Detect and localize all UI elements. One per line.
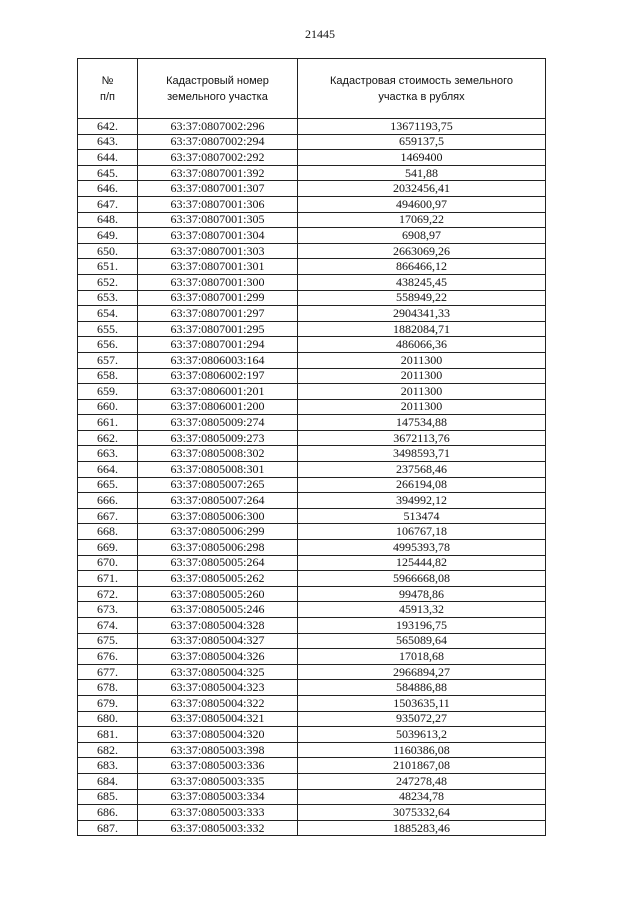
table-row bbox=[78, 618, 546, 634]
cell-cadastral-value: 935072,27 bbox=[298, 711, 546, 727]
cell-row-number: 686. bbox=[78, 805, 138, 821]
cell-cadastral-number: 63:37:0805008:302 bbox=[138, 446, 298, 462]
cell-cadastral-value: 394992,12 bbox=[298, 493, 546, 509]
table-row bbox=[78, 555, 546, 571]
cell-cadastral-value: 125444,82 bbox=[298, 555, 546, 571]
cell-cadastral-number: 63:37:0807002:294 bbox=[138, 134, 298, 150]
cell-row-number: 665. bbox=[78, 477, 138, 493]
table-row bbox=[78, 695, 546, 711]
cell-row-number: 687. bbox=[78, 820, 138, 836]
cell-cadastral-number: 63:37:0805003:398 bbox=[138, 742, 298, 758]
cell-cadastral-number: 63:37:0805005:262 bbox=[138, 571, 298, 587]
table-row bbox=[78, 430, 546, 446]
cell-cadastral-value: 17018,68 bbox=[298, 649, 546, 665]
table-row bbox=[78, 789, 546, 805]
cell-row-number: 674. bbox=[78, 618, 138, 634]
cell-cadastral-number: 63:37:0805004:322 bbox=[138, 695, 298, 711]
cell-row-number: 647. bbox=[78, 196, 138, 212]
cell-cadastral-value: 486066,36 bbox=[298, 337, 546, 353]
cell-row-number: 654. bbox=[78, 306, 138, 322]
table-row bbox=[78, 758, 546, 774]
table-row bbox=[78, 540, 546, 556]
header-cadastral-value: Кадастровая стоимость земельного участка в рублях bbox=[298, 59, 546, 119]
cell-cadastral-value: 5966668,08 bbox=[298, 571, 546, 587]
cell-cadastral-number: 63:37:0807001:304 bbox=[138, 228, 298, 244]
cell-cadastral-value: 193196,75 bbox=[298, 618, 546, 634]
cell-cadastral-number: 63:37:0805003:334 bbox=[138, 789, 298, 805]
table-row bbox=[78, 633, 546, 649]
cell-cadastral-value: 866466,12 bbox=[298, 259, 546, 275]
cell-row-number: 655. bbox=[78, 321, 138, 337]
cell-row-number: 645. bbox=[78, 165, 138, 181]
table-row bbox=[78, 274, 546, 290]
cell-cadastral-value: 6908,97 bbox=[298, 228, 546, 244]
table-row bbox=[78, 212, 546, 228]
cell-cadastral-value: 558949,22 bbox=[298, 290, 546, 306]
table-row bbox=[78, 462, 546, 478]
cell-row-number: 666. bbox=[78, 493, 138, 509]
table-row bbox=[78, 415, 546, 431]
cell-cadastral-value: 147534,88 bbox=[298, 415, 546, 431]
cell-row-number: 643. bbox=[78, 134, 138, 150]
cell-row-number: 672. bbox=[78, 586, 138, 602]
table-row bbox=[78, 711, 546, 727]
cell-cadastral-value: 2663069,26 bbox=[298, 243, 546, 259]
cell-cadastral-value: 237568,46 bbox=[298, 462, 546, 478]
table-row bbox=[78, 446, 546, 462]
table-row bbox=[78, 119, 546, 135]
cell-cadastral-value: 2011300 bbox=[298, 384, 546, 400]
cell-row-number: 669. bbox=[78, 540, 138, 556]
cell-row-number: 642. bbox=[78, 119, 138, 135]
table-row bbox=[78, 306, 546, 322]
cell-cadastral-value: 4995393,78 bbox=[298, 540, 546, 556]
cell-row-number: 661. bbox=[78, 415, 138, 431]
cell-row-number: 682. bbox=[78, 742, 138, 758]
table-row bbox=[78, 524, 546, 540]
cell-cadastral-number: 63:37:0807002:292 bbox=[138, 150, 298, 166]
cell-row-number: 681. bbox=[78, 727, 138, 743]
cell-cadastral-value: 2011300 bbox=[298, 399, 546, 415]
page-number: 21445 bbox=[305, 27, 335, 41]
cell-cadastral-value: 541,88 bbox=[298, 165, 546, 181]
cell-cadastral-value: 659137,5 bbox=[298, 134, 546, 150]
cell-cadastral-number: 63:37:0806002:197 bbox=[138, 368, 298, 384]
cell-cadastral-number: 63:37:0805005:260 bbox=[138, 586, 298, 602]
cell-cadastral-value: 17069,22 bbox=[298, 212, 546, 228]
cell-cadastral-number: 63:37:0805006:300 bbox=[138, 508, 298, 524]
cell-row-number: 684. bbox=[78, 773, 138, 789]
cell-cadastral-number: 63:37:0806001:200 bbox=[138, 399, 298, 415]
cell-cadastral-value: 584886,88 bbox=[298, 680, 546, 696]
cell-row-number: 679. bbox=[78, 695, 138, 711]
table-row bbox=[78, 586, 546, 602]
table-row bbox=[78, 477, 546, 493]
cell-row-number: 678. bbox=[78, 680, 138, 696]
cell-row-number: 648. bbox=[78, 212, 138, 228]
cell-cadastral-number: 63:37:0805009:273 bbox=[138, 430, 298, 446]
cell-cadastral-number: 63:37:0805009:274 bbox=[138, 415, 298, 431]
cell-cadastral-value: 2032456,41 bbox=[298, 181, 546, 197]
cell-cadastral-value: 2904341,33 bbox=[298, 306, 546, 322]
cell-cadastral-number: 63:37:0805006:298 bbox=[138, 540, 298, 556]
cell-cadastral-number: 63:37:0805004:326 bbox=[138, 649, 298, 665]
table-row bbox=[78, 664, 546, 680]
cell-cadastral-value: 45913,32 bbox=[298, 602, 546, 618]
cell-cadastral-number: 63:37:0805003:335 bbox=[138, 773, 298, 789]
table-row bbox=[78, 493, 546, 509]
cell-cadastral-value: 266194,08 bbox=[298, 477, 546, 493]
cell-row-number: 657. bbox=[78, 352, 138, 368]
cell-cadastral-value: 13671193,75 bbox=[298, 119, 546, 135]
cell-cadastral-number: 63:37:0807001:305 bbox=[138, 212, 298, 228]
cell-row-number: 650. bbox=[78, 243, 138, 259]
table-row bbox=[78, 399, 546, 415]
table-row bbox=[78, 134, 546, 150]
cell-cadastral-number: 63:37:0807001:303 bbox=[138, 243, 298, 259]
cell-cadastral-value: 1503635,11 bbox=[298, 695, 546, 711]
table-header bbox=[78, 59, 546, 119]
cell-cadastral-number: 63:37:0807001:301 bbox=[138, 259, 298, 275]
cell-cadastral-number: 63:37:0805005:264 bbox=[138, 555, 298, 571]
table-row bbox=[78, 228, 546, 244]
table-row bbox=[78, 508, 546, 524]
cadastral-value-table bbox=[77, 58, 546, 836]
cell-cadastral-value: 106767,18 bbox=[298, 524, 546, 540]
cell-cadastral-number: 63:37:0805003:333 bbox=[138, 805, 298, 821]
cell-cadastral-number: 63:37:0807001:295 bbox=[138, 321, 298, 337]
cell-cadastral-number: 63:37:0807001:300 bbox=[138, 274, 298, 290]
table-row bbox=[78, 243, 546, 259]
cell-cadastral-number: 63:37:0806001:201 bbox=[138, 384, 298, 400]
cell-row-number: 658. bbox=[78, 368, 138, 384]
table-row bbox=[78, 649, 546, 665]
cell-cadastral-number: 63:37:0806003:164 bbox=[138, 352, 298, 368]
cell-cadastral-value: 1469400 bbox=[298, 150, 546, 166]
header-row-number: № п/п bbox=[78, 59, 138, 119]
cell-cadastral-number: 63:37:0805008:301 bbox=[138, 462, 298, 478]
cell-cadastral-value: 3075332,64 bbox=[298, 805, 546, 821]
cell-cadastral-value: 1882084,71 bbox=[298, 321, 546, 337]
cell-cadastral-number: 63:37:0807001:307 bbox=[138, 181, 298, 197]
cell-row-number: 685. bbox=[78, 789, 138, 805]
cell-row-number: 673. bbox=[78, 602, 138, 618]
table-row bbox=[78, 773, 546, 789]
cell-cadastral-number: 63:37:0807002:296 bbox=[138, 119, 298, 135]
cell-cadastral-number: 63:37:0807001:299 bbox=[138, 290, 298, 306]
cell-row-number: 664. bbox=[78, 462, 138, 478]
cell-cadastral-value: 1160386,08 bbox=[298, 742, 546, 758]
cell-row-number: 663. bbox=[78, 446, 138, 462]
cell-row-number: 680. bbox=[78, 711, 138, 727]
table-row bbox=[78, 321, 546, 337]
cell-cadastral-value: 438245,45 bbox=[298, 274, 546, 290]
cell-row-number: 671. bbox=[78, 571, 138, 587]
cell-row-number: 662. bbox=[78, 430, 138, 446]
cell-row-number: 646. bbox=[78, 181, 138, 197]
cell-cadastral-value: 2011300 bbox=[298, 352, 546, 368]
cell-cadastral-value: 2966894,27 bbox=[298, 664, 546, 680]
header-row bbox=[78, 59, 546, 119]
table-row bbox=[78, 680, 546, 696]
cell-cadastral-number: 63:37:0807001:294 bbox=[138, 337, 298, 353]
cell-cadastral-value: 3672113,76 bbox=[298, 430, 546, 446]
cell-row-number: 683. bbox=[78, 758, 138, 774]
table-row bbox=[78, 384, 546, 400]
cell-row-number: 644. bbox=[78, 150, 138, 166]
cell-cadastral-number: 63:37:0805007:264 bbox=[138, 493, 298, 509]
cell-row-number: 653. bbox=[78, 290, 138, 306]
table-row bbox=[78, 571, 546, 587]
table-row bbox=[78, 727, 546, 743]
cell-cadastral-number: 63:37:0805003:336 bbox=[138, 758, 298, 774]
cell-row-number: 656. bbox=[78, 337, 138, 353]
cell-cadastral-value: 48234,78 bbox=[298, 789, 546, 805]
cell-cadastral-value: 513474 bbox=[298, 508, 546, 524]
cell-cadastral-number: 63:37:0805004:328 bbox=[138, 618, 298, 634]
cell-cadastral-number: 63:37:0805003:332 bbox=[138, 820, 298, 836]
cell-cadastral-value: 2101867,08 bbox=[298, 758, 546, 774]
table-row bbox=[78, 820, 546, 836]
cell-row-number: 652. bbox=[78, 274, 138, 290]
cell-row-number: 651. bbox=[78, 259, 138, 275]
cell-cadastral-number: 63:37:0805006:299 bbox=[138, 524, 298, 540]
cell-cadastral-number: 63:37:0805004:325 bbox=[138, 664, 298, 680]
table-row bbox=[78, 337, 546, 353]
table-row bbox=[78, 181, 546, 197]
cell-row-number: 659. bbox=[78, 384, 138, 400]
cell-row-number: 649. bbox=[78, 228, 138, 244]
table-row bbox=[78, 196, 546, 212]
table-row bbox=[78, 290, 546, 306]
cell-cadastral-number: 63:37:0805005:246 bbox=[138, 602, 298, 618]
cell-row-number: 676. bbox=[78, 649, 138, 665]
cell-row-number: 670. bbox=[78, 555, 138, 571]
table-body bbox=[78, 119, 546, 836]
cell-cadastral-value: 99478,86 bbox=[298, 586, 546, 602]
cell-cadastral-value: 247278,48 bbox=[298, 773, 546, 789]
cell-cadastral-number: 63:37:0805004:323 bbox=[138, 680, 298, 696]
cell-cadastral-value: 1885283,46 bbox=[298, 820, 546, 836]
cell-cadastral-value: 494600,97 bbox=[298, 196, 546, 212]
cell-cadastral-number: 63:37:0807001:306 bbox=[138, 196, 298, 212]
table-row bbox=[78, 742, 546, 758]
cell-cadastral-number: 63:37:0805004:320 bbox=[138, 727, 298, 743]
table-row bbox=[78, 259, 546, 275]
cell-cadastral-number: 63:37:0807001:392 bbox=[138, 165, 298, 181]
cell-cadastral-value: 3498593,71 bbox=[298, 446, 546, 462]
header-cadastral-number: Кадастровый номер земельного участка bbox=[138, 59, 298, 119]
table-row bbox=[78, 150, 546, 166]
table-row bbox=[78, 352, 546, 368]
cell-row-number: 668. bbox=[78, 524, 138, 540]
cell-cadastral-number: 63:37:0805004:327 bbox=[138, 633, 298, 649]
table-row bbox=[78, 602, 546, 618]
table-row bbox=[78, 805, 546, 821]
cell-row-number: 675. bbox=[78, 633, 138, 649]
cell-row-number: 660. bbox=[78, 399, 138, 415]
cell-cadastral-value: 5039613,2 bbox=[298, 727, 546, 743]
cell-cadastral-value: 565089,64 bbox=[298, 633, 546, 649]
cell-row-number: 667. bbox=[78, 508, 138, 524]
cell-cadastral-value: 2011300 bbox=[298, 368, 546, 384]
cell-row-number: 677. bbox=[78, 664, 138, 680]
cell-cadastral-number: 63:37:0805004:321 bbox=[138, 711, 298, 727]
cell-cadastral-number: 63:37:0805007:265 bbox=[138, 477, 298, 493]
cell-cadastral-number: 63:37:0807001:297 bbox=[138, 306, 298, 322]
table-row bbox=[78, 368, 546, 384]
table-row bbox=[78, 165, 546, 181]
